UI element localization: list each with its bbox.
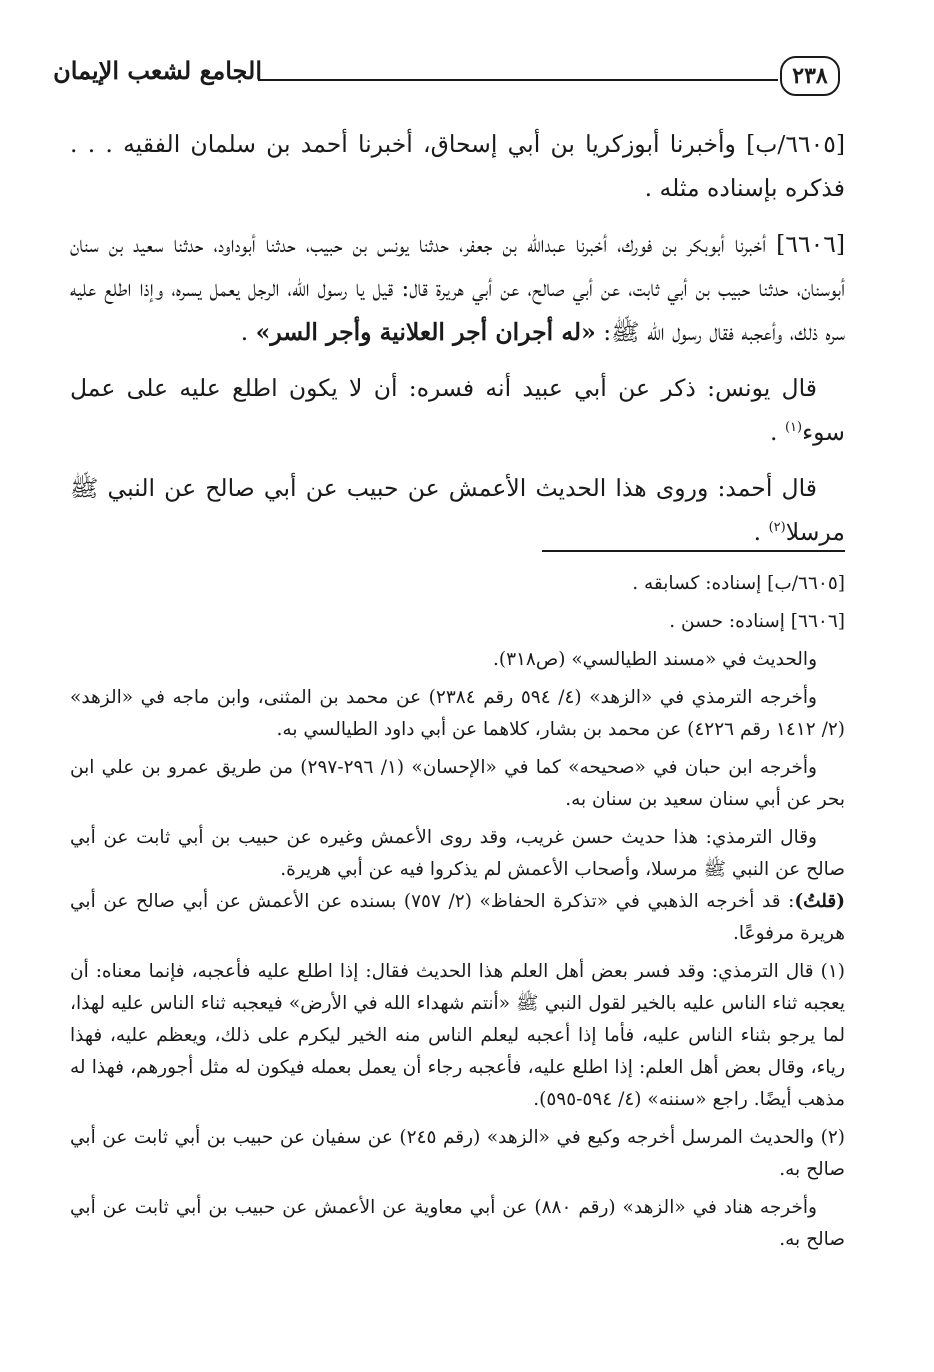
note-tirmidhi-ibnmajah: وأخرجه الترمذي في «الزهد» (٤/ ٥٩٤ رقم ٢٣٨٤) عن محمد بن المثنى، وابن ماجه في «الزهد» (٢/ ١٤١٢ رقم ٤٢٢٦) عن محمد بن بشار، كلاهما عن أبي داود الطيالسي به. xyxy=(70,687,845,740)
footnote-separator xyxy=(542,550,845,552)
yunus-comment xyxy=(70,366,845,454)
note-isnad-6605b: [٦٦٠٥/ب] إسناده: كسابقه . xyxy=(632,573,845,594)
footnote-2-hannad: وأخرجه هناد في «الزهد» (رقم ٨٨٠) عن أبي معاوية عن الأعمش عن حبيب بن أبي ثابت عن أبي صالح به. xyxy=(70,1197,845,1250)
ahmad-comment-end: . xyxy=(753,518,769,546)
hadith-6606 xyxy=(70,222,845,354)
footnote-1: (١) قال الترمذي: وقد فسر بعض أهل العلم هذا الحديث فقال: إذا اطلع عليه فأعجبه، فإنما معناه: أن يعجبه ثناء الناس عليه بالخير لقول النبي ﷺ «أنتم شهداء الله في الأرض» فيعجبه ثناء الناس عليه لهذا، لما يرجو بثناء الناس عليه، فأما إذا أعجبه ليعلم الناس منه الخير ليكرم على ذلك، ويعظم عليه، فهذا رياء، وقال بعض أهل العلم: إذا اطلع عليه، فأعجبه رجاء أن يعمل بعمله فيكون له مثل أجورهم، فهذا له مذهب أيضًا. راجع «سننه» (٤/ ٥٩٤-٥٩٥). xyxy=(70,961,845,1110)
yunus-comment-text: قال يونس: ذكر عن أبي عبيد أنه فسره: أن لا يكون اطلع عليه على عمل سوء xyxy=(70,374,845,446)
footnote-2: (٢) والحديث المرسل أخرجه وكيع في «الزهد» (رقم ٢٤٥) عن سفيان عن حبيب بن أبي ثابت عن أبي صالح به. xyxy=(70,1127,845,1180)
running-header-title: الجامع لشعب الإيمان xyxy=(53,56,262,85)
note-qultu-label: (قلتُ) xyxy=(794,891,845,912)
hadith-6606-end: . xyxy=(240,318,256,346)
note-isnad-6606: [٦٦٠٦] إسناده: حسن . xyxy=(669,611,845,632)
notes-section xyxy=(70,568,845,1262)
note-ibnhibban: وأخرجه ابن حبان في «صحيحه» كما في «الإحسان» (١/ ٢٩٦-٢٩٧) من طريق عمرو بن علي ابن بحر عن أبي سنان سعيد بن سنان به. xyxy=(70,757,845,810)
page-number: ٢٣٨ xyxy=(792,63,828,89)
hadith-6606-quote: «له أجران أجر العلانية وأجر السر» xyxy=(255,318,596,346)
note-dhahabi-text: : قد أخرجه الذهبي في «تذكرة الحفاظ» (٢/ ٧٥٧) بسنده عن الأعمش عن أبي صالح عن أبي هريرة مرفوعًا. xyxy=(70,891,845,944)
ahmad-comment xyxy=(70,466,845,554)
yunus-comment-end: . xyxy=(770,418,785,446)
note-dhahabi xyxy=(70,886,845,950)
hadith-6606-text: [٦٦٠٦] أخبرنا أبوبكر بن فورك، أخبرنا عبدالله بن جعفر، حدثنا يونس بن حبيب، حدثنا أبوداود، حدثنا سعيد بن سنان أبوسنان، حدثنا حبيب بن أبي ثابت، عن أبي صالح، عن أبي هريرة قال: قيل يا رسول الله، الرجل يعمل يسره، وإذا اطلع عليه سره ذلك، وأعجبه فقال رسول الله ﷺ: xyxy=(70,230,845,346)
footnote-ref-1: (١) xyxy=(784,420,803,436)
note-tayalisi: والحديث في «مسند الطيالسي» (ص٣١٨). xyxy=(492,649,817,670)
ahmad-comment-text: قال أحمد: وروى هذا الحديث الأعمش عن حبيب عن أبي صالح عن النبي ﷺ مرسلا xyxy=(70,474,845,546)
note-tirmidhi-comment: وقال الترمذي: هذا حديث حسن غريب، وقد روى الأعمش وغيره عن حبيب بن أبي ثابت عن أبي صالح عن النبي ﷺ مرسلا، وأصحاب الأعمش لم يذكروا فيه عن أبي هريرة. xyxy=(70,827,845,880)
hadith-6605b: [٦٦٠٥/ب] وأخبرنا أبوزكريا بن أبي إسحاق، أخبرنا أحمد بن سلمان الفقيه . . . فذكره بإسناده مثله . xyxy=(70,130,845,202)
page-number-box xyxy=(780,56,840,96)
footnote-ref-2: (٢) xyxy=(768,520,786,536)
main-text xyxy=(70,122,845,566)
header-rule xyxy=(258,79,778,81)
